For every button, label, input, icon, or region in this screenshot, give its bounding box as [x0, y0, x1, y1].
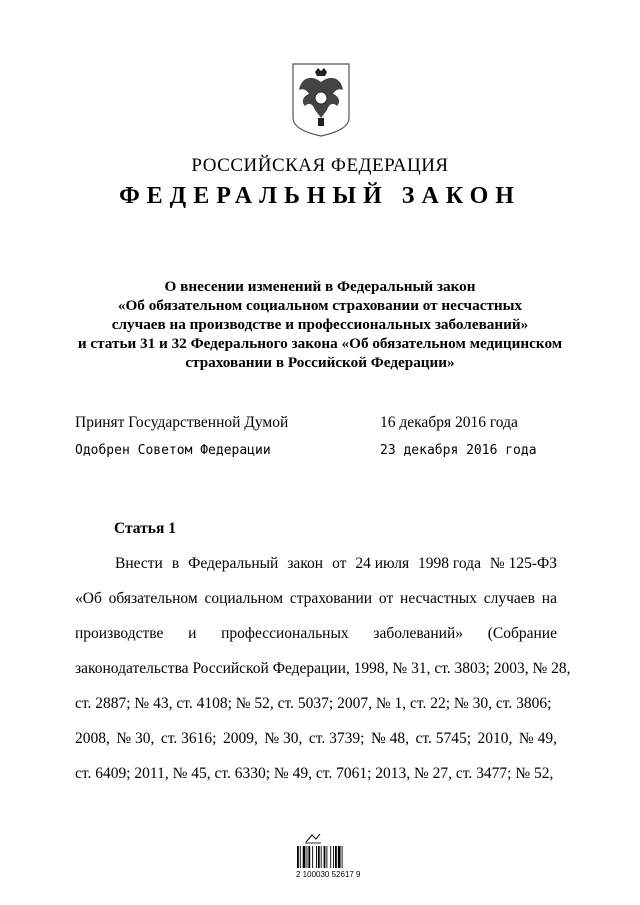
article-word: 1998 года — [418, 555, 481, 572]
article-word: № 125-ФЗ — [489, 555, 557, 572]
russian-coat-of-arms-icon — [289, 60, 353, 138]
article-word: № 49, — [518, 730, 557, 747]
article-word: несчастных — [400, 590, 477, 607]
law-title-line: страховании в Российской Федерации» — [185, 354, 455, 371]
barcode-bar — [330, 846, 331, 868]
barcode-bar — [335, 846, 337, 868]
article-word: «Об — [75, 590, 102, 607]
article-word: ст. 3616; — [160, 730, 217, 747]
article-word: производстве — [75, 625, 164, 642]
barcode-bar — [324, 846, 326, 868]
article-heading: Статья 1 — [114, 520, 176, 537]
article-word: ст. 5745; — [415, 730, 472, 747]
barcode-bar — [307, 846, 308, 868]
barcode-bar — [338, 846, 341, 868]
duma-date: 16 декабря 2016 года — [380, 414, 518, 431]
barcode-bar — [300, 846, 301, 868]
barcode-bar — [321, 846, 322, 868]
article-word: 24 июля — [355, 555, 410, 572]
article-word: заболеваний» — [373, 625, 464, 642]
article-line — [75, 721, 557, 756]
article-word: на — [541, 590, 557, 607]
article-word: обязательном — [108, 590, 198, 607]
barcode-bar — [333, 846, 334, 868]
article-word: № 30, — [264, 730, 303, 747]
article-word: и — [188, 625, 197, 642]
article-word: законодательства Российской Федерации, 1998, № 31, ст. 3803; 2003, № 28, — [75, 660, 571, 677]
barcode-bar — [318, 846, 320, 868]
barcode-number: 2 100030 52617 9 — [296, 870, 361, 879]
article-word: страховании — [289, 590, 373, 607]
article-word: в — [171, 555, 180, 572]
article-word: Внести — [115, 555, 163, 572]
law-title-line: О внесении изменений в Федеральный закон — [164, 278, 476, 295]
article-word: ст. 2887; № 43, ст. 4108; № 52, ст. 5037; 2007, № 1, ст. 22; № 30, ст. 3806; — [75, 695, 552, 712]
article-line — [75, 686, 557, 721]
barcode-bar — [342, 846, 343, 868]
barcode-bar — [308, 846, 310, 868]
barcode-bar — [316, 846, 317, 868]
article-word: 2008, — [75, 730, 110, 747]
barcode-bar — [303, 846, 306, 868]
article-word: социальном — [204, 590, 284, 607]
article-word: закон — [287, 555, 324, 572]
article-word: Федеральный — [188, 555, 279, 572]
barcode-bar — [326, 846, 327, 868]
country-name: РОССИЙСКАЯ ФЕДЕРАЦИЯ — [191, 155, 449, 176]
article-word: профессиональных — [221, 625, 349, 642]
article-word: № 30, — [116, 730, 155, 747]
article-word: 2009, — [222, 730, 258, 747]
law-title-line: случаев на производстве и профессиональных заболеваний» — [111, 316, 529, 333]
article-word: ст. 6409; 2011, № 45, ст. 6330; № 49, ст. 7061; 2013, № 27, ст. 3477; № 52, — [75, 765, 554, 782]
article-word: от — [332, 555, 347, 572]
article-word: (Собрание — [487, 625, 557, 642]
article-word: случаев — [483, 590, 535, 607]
article-line — [75, 546, 557, 581]
article-word: № 48, — [370, 730, 409, 747]
article-line — [75, 616, 557, 651]
barcode-bar — [312, 846, 313, 868]
barcode-bar — [297, 846, 299, 868]
law-title-line: и статьи 31 и 32 Федерального закона «Об обязательном медицинском — [77, 335, 563, 352]
document-type: ФЕДЕРАЛЬНЫЙ ЗАКОН — [119, 183, 521, 209]
article-line — [75, 756, 557, 791]
article-line — [75, 651, 571, 686]
duma-label: Принят Государственной Думой — [75, 414, 289, 431]
article-line — [75, 581, 557, 616]
article-word: от — [378, 590, 394, 607]
council-label: Одобрен Советом Федерации — [75, 443, 271, 458]
article-word: ст. 3739; — [308, 730, 365, 747]
article-body — [75, 546, 571, 791]
council-date: 23 декабря 2016 года — [380, 443, 537, 458]
law-title — [60, 277, 580, 372]
law-title-line: «Об обязательном социальном страховании от несчастных — [117, 297, 523, 314]
article-word: 2010, — [477, 730, 513, 747]
